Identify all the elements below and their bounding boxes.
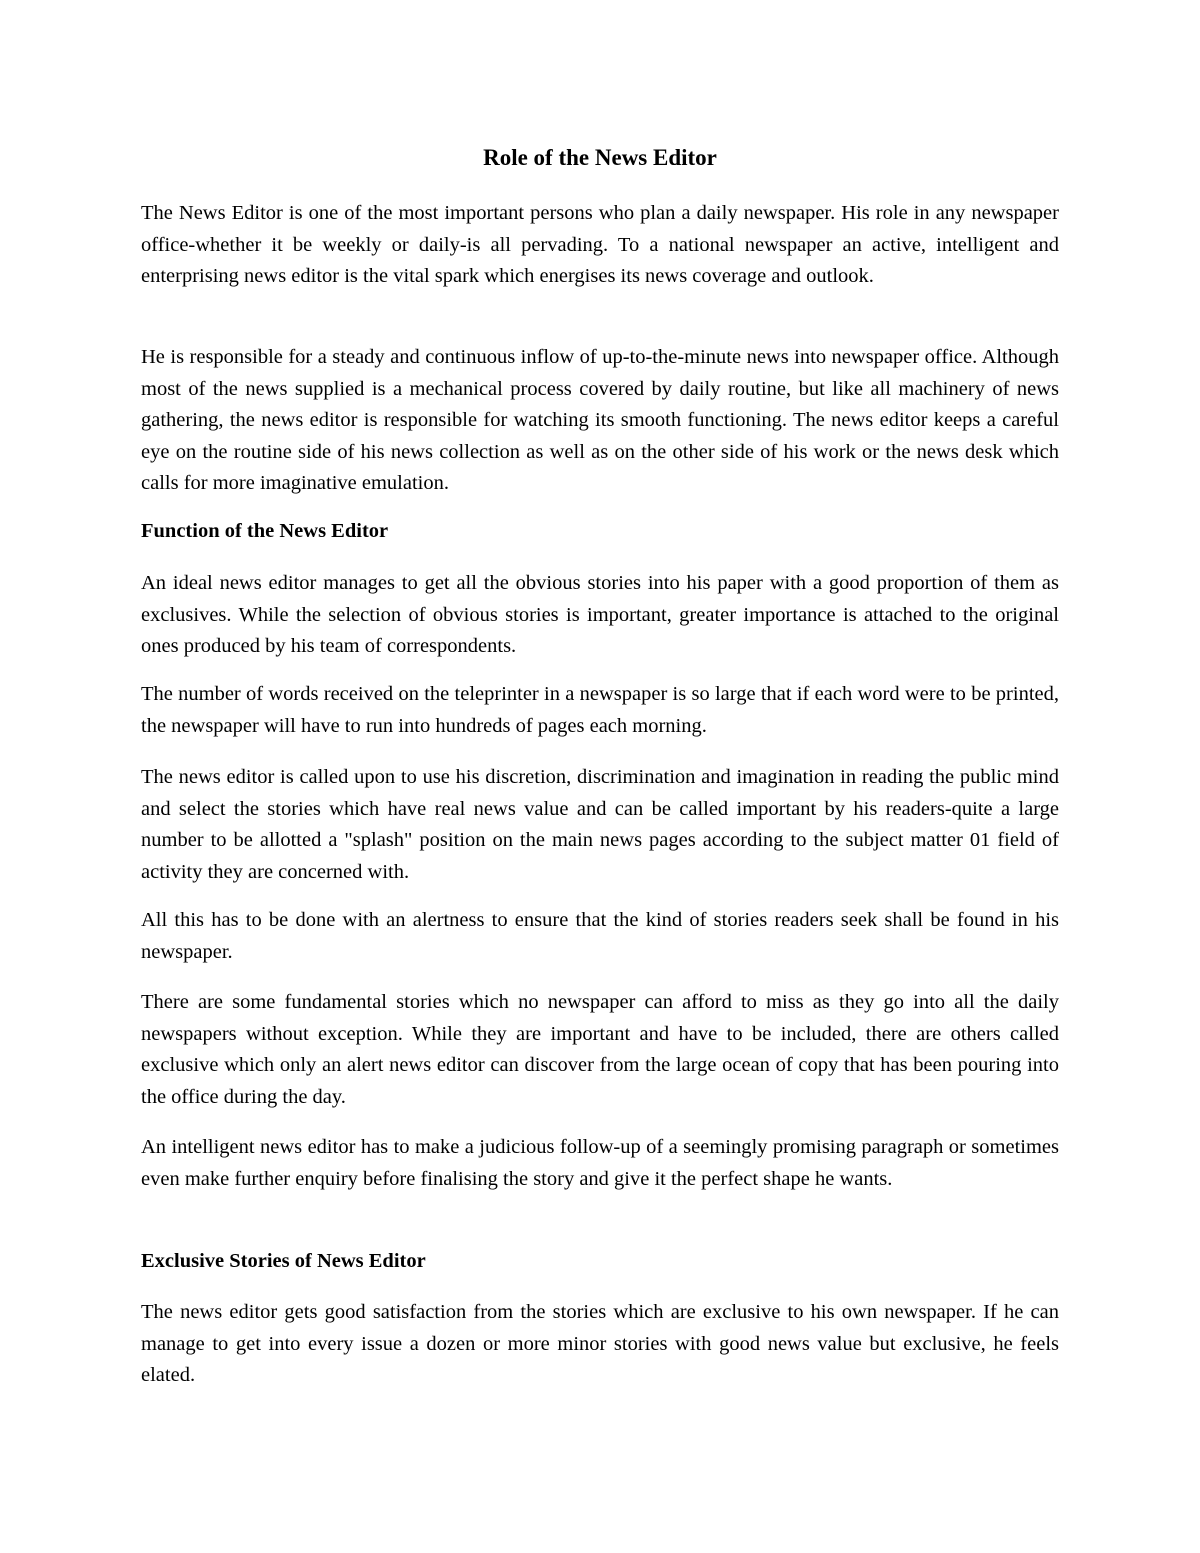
section-heading-exclusive: Exclusive Stories of News Editor: [141, 1250, 426, 1272]
paragraph-alertness: All this has to be done with an alertness to ensure that the kind of stories readers seek shall be found in his newspaper.: [141, 909, 1059, 963]
document-page: [141, 0, 1059, 1553]
paragraph-teleprinter: The number of words received on the teleprinter in a newspaper is so large that if each word were to be printed, the newspaper will have to run into hundreds of pages each morning.: [141, 683, 1059, 737]
paragraph-fundamental-stories: There are some fundamental stories which no newspaper can afford to miss as they go into all the daily newspapers without exception. While they are important and have to be included, there are others called exclusive which only an alert news editor can discover from the large ocean of copy that has been pouring into the office during the day.: [141, 991, 1059, 1108]
paragraph-intro: The News Editor is one of the most important persons who plan a daily newspaper. His role in any newspaper office-whether it be weekly or daily-is all pervading. To a national newspaper an active, intelligent and enterprising news editor is the vital spark which energises its news coverage and outlook.: [141, 202, 1059, 287]
paragraph-follow-up: An intelligent news editor has to make a judicious follow-up of a seemingly promising paragraph or sometimes even make further enquiry before finalising the story and give it the perfect shape he wants.: [141, 1136, 1059, 1190]
section-heading-function: Function of the News Editor: [141, 520, 389, 542]
paragraph-ideal-editor: An ideal news editor manages to get all the obvious stories into his paper with a good proportion of them as exclusives. While the selection of obvious stories is important, greater importance is attached to the original ones produced by his team of correspondents.: [141, 572, 1059, 657]
paragraph-responsibility: He is responsible for a steady and continuous inflow of up-to-the-minute news into newspaper office. Although most of the news supplied is a mechanical process covered by daily routine, but like all machinery of news gathering, the news editor is responsible for watching its smooth functioning. The news editor keeps a careful eye on the routine side of his news collection as well as on the other side of his work or the news desk which calls for more imaginative emulation.: [141, 346, 1059, 494]
document-title: Role of the News Editor: [483, 145, 717, 170]
paragraph-discretion: The news editor is called upon to use his discretion, discrimination and imagination in reading the public mind and select the stories which have real news value and can be called important by his readers-quite a large number to be allotted a "splash" position on the main news pages according to the subject matter 01 field of activity they are concerned with.: [141, 766, 1059, 883]
paragraph-exclusive-stories: The news editor gets good satisfaction from the stories which are exclusive to his own newspaper. If he can manage to get into every issue a dozen or more minor stories with good news value but exclusive, he feels elated.: [141, 1301, 1059, 1386]
